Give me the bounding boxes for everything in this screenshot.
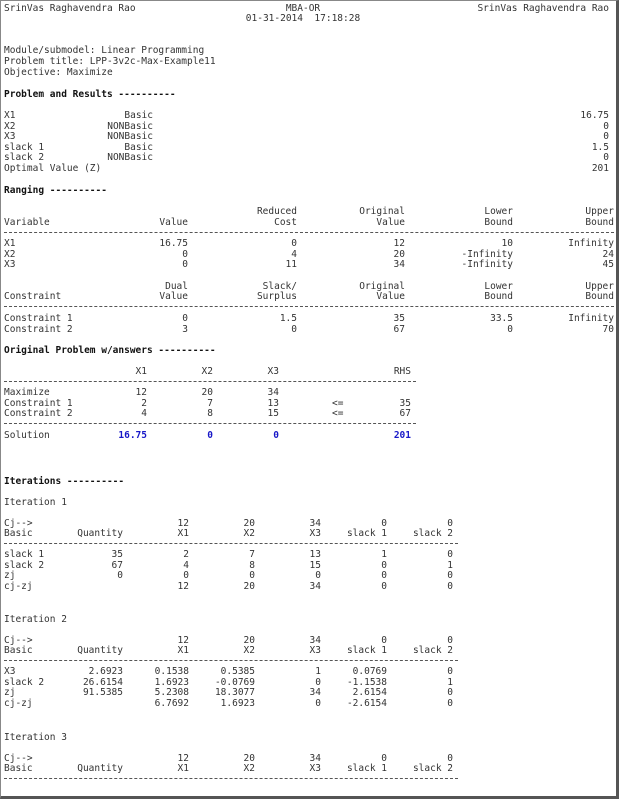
iteration-cell: 15	[309, 559, 321, 571]
original-header-rule	[4, 381, 416, 382]
original-cell: 20	[201, 387, 213, 398]
header-author-right: SrinVas Raghavendra Rao	[477, 3, 609, 14]
iteration-cell: X1	[177, 763, 189, 774]
iteration-cell: Quantity	[77, 763, 123, 774]
iteration-cell: slack 2	[412, 528, 453, 539]
range-cell: Variable	[4, 217, 50, 228]
iteration-cell: 0	[447, 697, 453, 709]
iteration-cell: 0.5385	[220, 666, 255, 677]
range-cell: 67	[393, 323, 405, 335]
range-cell: 3	[182, 323, 188, 335]
range-cell: 10	[501, 238, 513, 249]
iteration-title: Iteration 2	[4, 614, 67, 625]
iteration-cell: cj-zj	[4, 580, 33, 592]
iteration-cell: slack 1	[346, 763, 387, 774]
iteration-cell: slack 2	[4, 676, 45, 688]
iteration-cell: 0	[315, 676, 321, 688]
range-cell: Bound	[585, 217, 614, 228]
iteration-cell: slack 2	[412, 645, 453, 656]
range-cell: Value	[159, 291, 188, 302]
iteration-cell: 0	[315, 570, 321, 581]
result-name: Optimal Value (Z)	[4, 162, 102, 174]
range-cell: Bound	[484, 291, 513, 302]
iteration-cell: 0	[447, 580, 453, 592]
iteration-cell: 0	[447, 570, 453, 581]
original-heading: Original Problem w/answers ----------	[4, 345, 216, 356]
range-cell: Constraint 2	[4, 323, 73, 335]
original-cell: X3	[267, 366, 279, 377]
iteration-cell: 0	[381, 570, 387, 581]
range-cell: 1.5	[279, 313, 297, 324]
range-cell: Infinity	[568, 313, 614, 324]
result-status: NONBasic	[107, 120, 153, 132]
ranging-var-rule	[4, 232, 614, 233]
original-cell: 35	[399, 397, 411, 409]
result-name: slack 2	[4, 152, 45, 163]
header-datetime: 01-31-2014 17:18:28	[245, 13, 361, 24]
iteration-title: Iteration 1	[4, 497, 67, 508]
iteration-cell: slack 1	[346, 645, 387, 656]
original-cell: 15	[267, 408, 279, 419]
range-cell: 70	[602, 323, 614, 335]
ranging-heading: Ranging ----------	[4, 185, 107, 196]
range-cell: Reduced	[256, 206, 297, 217]
iteration-cell: 0	[117, 570, 123, 581]
iteration-cell: 12	[177, 753, 189, 764]
original-cell: 201	[393, 430, 411, 441]
iteration-cell: Cj-->	[4, 518, 33, 529]
iteration-cell: 0.0769	[352, 666, 387, 677]
header-author-left: SrinVas Raghavendra Rao	[4, 3, 136, 14]
iteration-cell: 35	[111, 549, 123, 560]
iteration-cell: Basic	[4, 645, 33, 656]
result-status: Basic	[124, 110, 153, 121]
iteration-cell: 6.7692	[154, 697, 189, 709]
iteration-cell: X2	[243, 528, 255, 539]
iteration-cell: Basic	[4, 763, 33, 774]
iteration-cell: 34	[309, 580, 321, 592]
iteration-cell: 1.6923	[154, 676, 189, 688]
original-cell: 4	[141, 408, 147, 419]
result-name: X1	[4, 110, 16, 121]
result-status: NONBasic	[107, 131, 153, 142]
range-cell: 12	[393, 238, 405, 249]
results-heading: Problem and Results ----------	[4, 89, 176, 100]
range-cell: Bound	[585, 291, 614, 302]
iteration-cell: 34	[309, 753, 321, 764]
iteration-cell: 0	[447, 549, 453, 560]
iteration-rule	[4, 660, 458, 661]
iteration-cell: 18.3077	[214, 687, 255, 698]
result-value: 201	[591, 162, 609, 174]
result-name: slack 1	[4, 141, 45, 153]
iteration-cell: 7	[249, 549, 255, 560]
iteration-cell: 0	[447, 666, 453, 677]
iteration-cell: 2	[183, 549, 189, 560]
iteration-cell: 0	[381, 635, 387, 646]
iteration-cell: 67	[111, 559, 123, 571]
iteration-cell: 0	[315, 697, 321, 709]
range-cell: 4	[291, 248, 297, 260]
iteration-cell: 2.6154	[352, 687, 387, 698]
range-cell: 0	[507, 323, 513, 335]
range-cell: X2	[4, 248, 16, 260]
result-name: X2	[4, 120, 16, 132]
range-cell: 33.5	[490, 313, 513, 324]
result-value: 16.75	[580, 110, 609, 121]
original-cell: <=	[332, 397, 344, 409]
original-cell: Constraint 2	[4, 408, 73, 419]
range-cell: Lower	[484, 281, 513, 292]
iterations-heading: Iterations ----------	[4, 476, 125, 487]
header-course: MBA-OR	[285, 3, 321, 14]
iteration-cell: slack 2	[4, 559, 45, 571]
result-value: 1.5	[591, 141, 609, 153]
range-cell: 0	[291, 323, 297, 335]
iteration-cell: 0	[447, 518, 453, 529]
iteration-cell: X3	[309, 645, 321, 656]
range-cell: Constraint 1	[4, 313, 73, 324]
range-cell: Cost	[274, 217, 297, 228]
iteration-cell: X3	[309, 763, 321, 774]
range-cell: -Infinity	[461, 248, 513, 260]
iteration-cell: 34	[309, 687, 321, 698]
iteration-cell: 1	[315, 666, 321, 677]
iteration-cell: 1	[447, 559, 453, 571]
iteration-cell: 20	[243, 580, 255, 592]
range-cell: 0	[182, 259, 188, 270]
problem-title-line: Problem title: LPP-3v2c-Max-Example11	[4, 56, 216, 67]
original-cell: Constraint 1	[4, 397, 73, 409]
range-cell: 11	[285, 259, 297, 270]
result-value: 0	[603, 120, 609, 132]
range-cell: 0	[182, 313, 188, 324]
iteration-cell: 0	[447, 635, 453, 646]
iteration-cell: 5.2308	[154, 687, 189, 698]
iteration-cell: cj-zj	[4, 697, 33, 709]
iteration-cell: 0	[447, 753, 453, 764]
iteration-cell: X3	[4, 666, 16, 677]
range-cell: 0	[182, 248, 188, 260]
range-cell: 16.75	[159, 238, 188, 249]
iteration-cell: X1	[177, 645, 189, 656]
iteration-cell: Quantity	[77, 528, 123, 539]
range-cell: Value	[376, 217, 405, 228]
ranging-con-rule	[4, 306, 614, 307]
original-cell: Solution	[4, 430, 50, 441]
original-cell: X1	[135, 366, 147, 377]
iteration-cell: 13	[309, 549, 321, 560]
result-status: NONBasic	[107, 152, 153, 163]
iteration-cell: slack 1	[346, 528, 387, 539]
iteration-cell: 20	[243, 635, 255, 646]
original-cell: 12	[135, 387, 147, 398]
iteration-cell: 2.6923	[88, 666, 123, 677]
iteration-cell: zj	[4, 687, 16, 698]
iteration-cell: 26.6154	[82, 676, 123, 688]
iteration-title: Iteration 3	[4, 732, 67, 743]
result-status: Basic	[124, 141, 153, 153]
result-value: 0	[603, 152, 609, 163]
range-cell: Original	[359, 206, 405, 217]
range-cell: Upper	[585, 281, 614, 292]
original-solution-rule	[4, 423, 416, 424]
range-cell: 0	[291, 238, 297, 249]
range-cell: X3	[4, 259, 16, 270]
original-cell: RHS	[393, 366, 411, 377]
iteration-rule	[4, 543, 458, 544]
original-cell: X2	[201, 366, 213, 377]
iteration-cell: X3	[309, 528, 321, 539]
iteration-cell: Cj-->	[4, 753, 33, 764]
iteration-cell: Basic	[4, 528, 33, 539]
range-cell: Original	[359, 281, 405, 292]
iteration-cell: 1	[447, 676, 453, 688]
range-cell: Value	[159, 217, 188, 228]
range-cell: Infinity	[568, 238, 614, 249]
iteration-cell: 20	[243, 518, 255, 529]
range-cell: X1	[4, 238, 16, 249]
original-cell: 2	[141, 397, 147, 409]
original-cell: 8	[207, 408, 213, 419]
iteration-cell: X2	[243, 763, 255, 774]
iteration-cell: 12	[177, 518, 189, 529]
range-cell: Dual	[165, 281, 188, 292]
original-cell: 7	[207, 397, 213, 409]
range-cell: Lower	[484, 206, 513, 217]
iteration-rule	[4, 778, 458, 779]
objective-line: Objective: Maximize	[4, 67, 113, 78]
iteration-cell: -0.0769	[214, 676, 255, 688]
iteration-cell: 12	[177, 635, 189, 646]
iteration-cell: 20	[243, 753, 255, 764]
iteration-cell: -2.6154	[346, 697, 387, 709]
original-cell: 0	[207, 430, 213, 441]
iteration-cell: 12	[177, 580, 189, 592]
iteration-cell: 8	[249, 559, 255, 571]
iteration-cell: 1.6923	[220, 697, 255, 709]
range-cell: Surplus	[256, 291, 297, 302]
iteration-cell: 0	[447, 687, 453, 698]
original-cell: <=	[332, 408, 344, 419]
range-cell: Upper	[585, 206, 614, 217]
range-cell: 35	[393, 313, 405, 324]
iteration-cell: 1	[381, 549, 387, 560]
original-cell: 34	[267, 387, 279, 398]
original-cell: 0	[273, 430, 279, 441]
iteration-cell: 91.5385	[82, 687, 123, 698]
iteration-cell: zj	[4, 570, 16, 581]
result-value: 0	[603, 131, 609, 142]
iteration-cell: 0	[183, 570, 189, 581]
iteration-cell: X2	[243, 645, 255, 656]
iteration-cell: 0.1538	[154, 666, 189, 677]
iteration-cell: 0	[249, 570, 255, 581]
range-cell: Value	[376, 291, 405, 302]
range-cell: Bound	[484, 217, 513, 228]
iteration-cell: 34	[309, 518, 321, 529]
original-cell: 67	[399, 408, 411, 419]
range-cell: 45	[602, 259, 614, 270]
range-cell: 20	[393, 248, 405, 260]
iteration-cell: slack 2	[412, 763, 453, 774]
iteration-cell: 0	[381, 518, 387, 529]
iteration-cell: Quantity	[77, 645, 123, 656]
original-cell: 16.75	[118, 430, 147, 441]
iteration-cell: 0	[381, 753, 387, 764]
result-name: X3	[4, 131, 16, 142]
iteration-cell: 34	[309, 635, 321, 646]
original-cell: Maximize	[4, 387, 50, 398]
range-cell: Slack/	[262, 281, 297, 292]
iteration-cell: 0	[381, 559, 387, 571]
module-line: Module/submodel: Linear Programming	[4, 45, 205, 56]
iteration-cell: 0	[381, 580, 387, 592]
range-cell: 34	[393, 259, 405, 270]
iteration-cell: Cj-->	[4, 635, 33, 646]
range-cell: 24	[602, 248, 614, 260]
original-cell: 13	[267, 397, 279, 409]
range-cell: Constraint	[4, 291, 62, 302]
iteration-cell: X1	[177, 528, 189, 539]
iteration-cell: -1.1538	[346, 676, 387, 688]
iteration-cell: slack 1	[4, 549, 45, 560]
iteration-cell: 4	[183, 559, 189, 571]
range-cell: -Infinity	[461, 259, 513, 270]
